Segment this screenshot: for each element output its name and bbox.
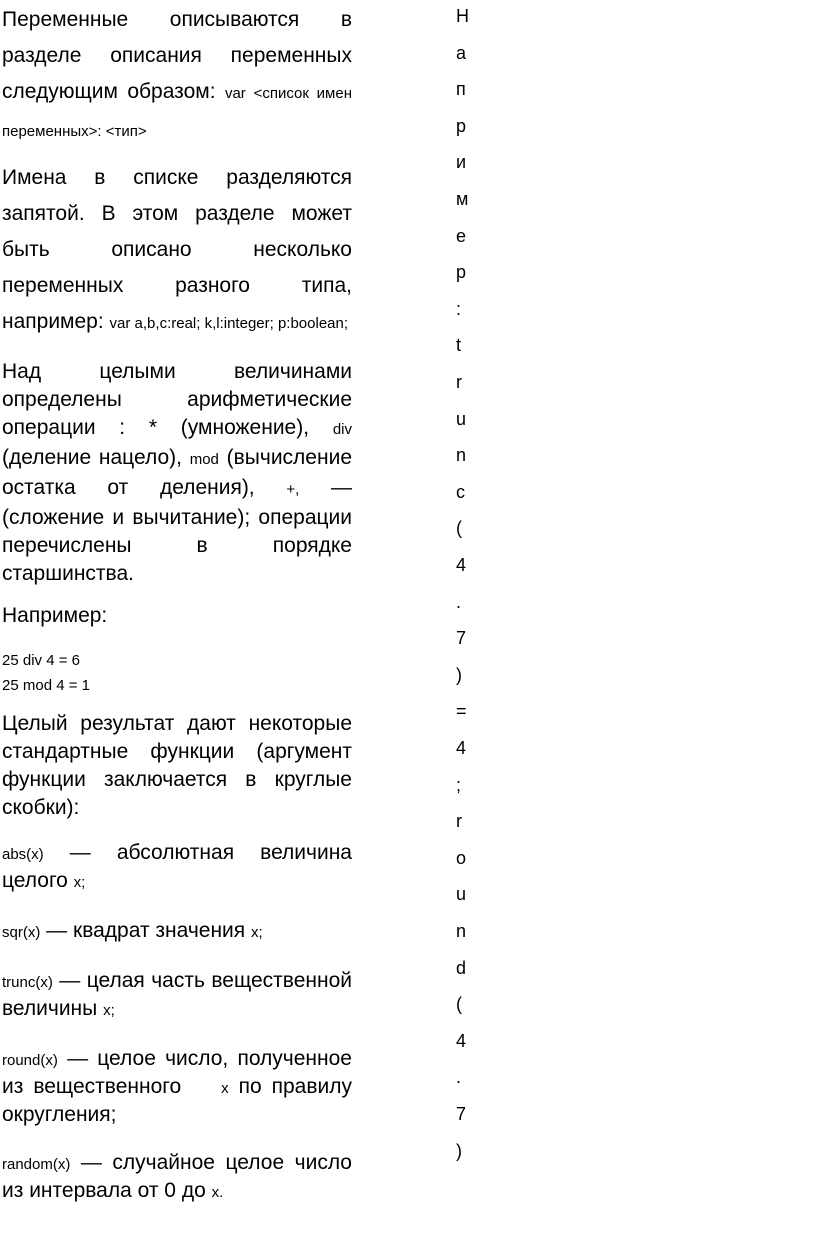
vertical-char: r: [456, 372, 462, 392]
code-inline: sqr(x): [2, 924, 41, 941]
text: — случайное целое число из интервала от 0 до: [2, 1151, 352, 1202]
vertical-char: 7: [456, 1104, 467, 1124]
vertical-char: t: [456, 335, 462, 356]
vertical-char: р: [456, 262, 467, 283]
function-trunc: [2, 968, 352, 1024]
text: — квадрат значения: [46, 919, 246, 942]
paragraph-standard-functions: Целый результат дают некоторые стандартные функции (аргумент функции заключается в круглые скобки):: [2, 712, 352, 819]
vertical-char: c: [456, 481, 465, 502]
vertical-char: м: [456, 189, 469, 209]
vertical-char: o: [456, 847, 467, 868]
vertical-char: (: [456, 518, 462, 539]
paragraph-names-list: [2, 160, 352, 342]
paragraph-variables-declaration: [2, 2, 352, 150]
function-round: [2, 1046, 352, 1128]
code-inline: x: [221, 1080, 229, 1097]
code-plus: +,: [286, 481, 300, 498]
text: Переменные описываются в разделе описания переменных следующим образом:: [2, 8, 352, 103]
vertical-char: n: [456, 921, 467, 941]
vertical-char: р: [456, 115, 467, 136]
vertical-char: r: [456, 811, 462, 832]
vertical-char: d: [456, 957, 467, 978]
vertical-char: ): [456, 1140, 462, 1161]
paragraph-integer-operations: [2, 358, 352, 588]
code-inline: trunc(x): [2, 974, 53, 991]
function-abs: [2, 840, 352, 896]
code-line: 25 mod 4 = 1: [2, 677, 90, 694]
vertical-char: 7: [456, 628, 467, 649]
code-inline: x.: [211, 1184, 224, 1201]
vertical-char: п: [456, 79, 466, 100]
code-inline: var <список имен переменных>: <тип>: [2, 85, 352, 140]
code-inline: x;: [251, 924, 263, 941]
text: — абсолютная величина целого: [2, 841, 352, 892]
code-inline: var a,b,c:real; k,l:integer; p:boolean;: [109, 315, 349, 332]
vertical-char: ;: [456, 774, 462, 795]
vertical-char: 4: [456, 738, 467, 758]
vertical-char: u: [456, 884, 467, 905]
vertical-char: (: [456, 994, 462, 1015]
vertical-char: u: [456, 408, 467, 429]
vertical-char: .: [456, 1067, 462, 1088]
vertical-char: а: [456, 42, 467, 63]
code-inline: x;: [73, 874, 86, 891]
vertical-char: 4: [456, 555, 467, 575]
vertical-char: е: [456, 225, 467, 246]
vertical-char: ): [456, 664, 462, 685]
text: — целая часть вещественной величины: [2, 969, 352, 1020]
code-inline: x;: [103, 1002, 115, 1019]
function-sqr: [2, 918, 352, 946]
function-random: [2, 1150, 352, 1206]
code-inline: round(x): [2, 1052, 58, 1069]
code-example-block: [2, 648, 352, 698]
code-line: 25 div 4 = 6: [2, 652, 80, 669]
code-inline: random(x): [2, 1156, 71, 1173]
code-inline: abs(x): [2, 846, 44, 863]
text: Имена в списке разделяются запятой. В этом разделе может быть описано несколько переменных разного типа, например:: [2, 166, 352, 333]
vertical-char: =: [456, 701, 467, 722]
code-div: div: [332, 421, 352, 438]
text: (вычисление остатка от деления),: [2, 446, 352, 499]
vertical-char: :: [456, 298, 462, 319]
vertical-char: .: [456, 591, 462, 612]
vertical-char: n: [456, 445, 467, 466]
text: — (сложение и вычитание); операции перечислены в порядке старшинства.: [2, 476, 352, 585]
main-text-column: [2, 0, 352, 1227]
text: (деление нацело),: [2, 446, 182, 469]
text: Над целыми величинами определены арифметические операции : * (умножение),: [2, 360, 352, 439]
paragraph-example-heading: Например:: [2, 604, 108, 627]
code-mod: mod: [189, 451, 219, 468]
vertical-char: 4: [456, 1030, 467, 1051]
text: — целое число, полученное из вещественного: [2, 1047, 352, 1098]
vertical-char: Н: [456, 6, 469, 26]
text: по правилу округления;: [2, 1075, 352, 1126]
vertical-char: и: [456, 152, 467, 173]
